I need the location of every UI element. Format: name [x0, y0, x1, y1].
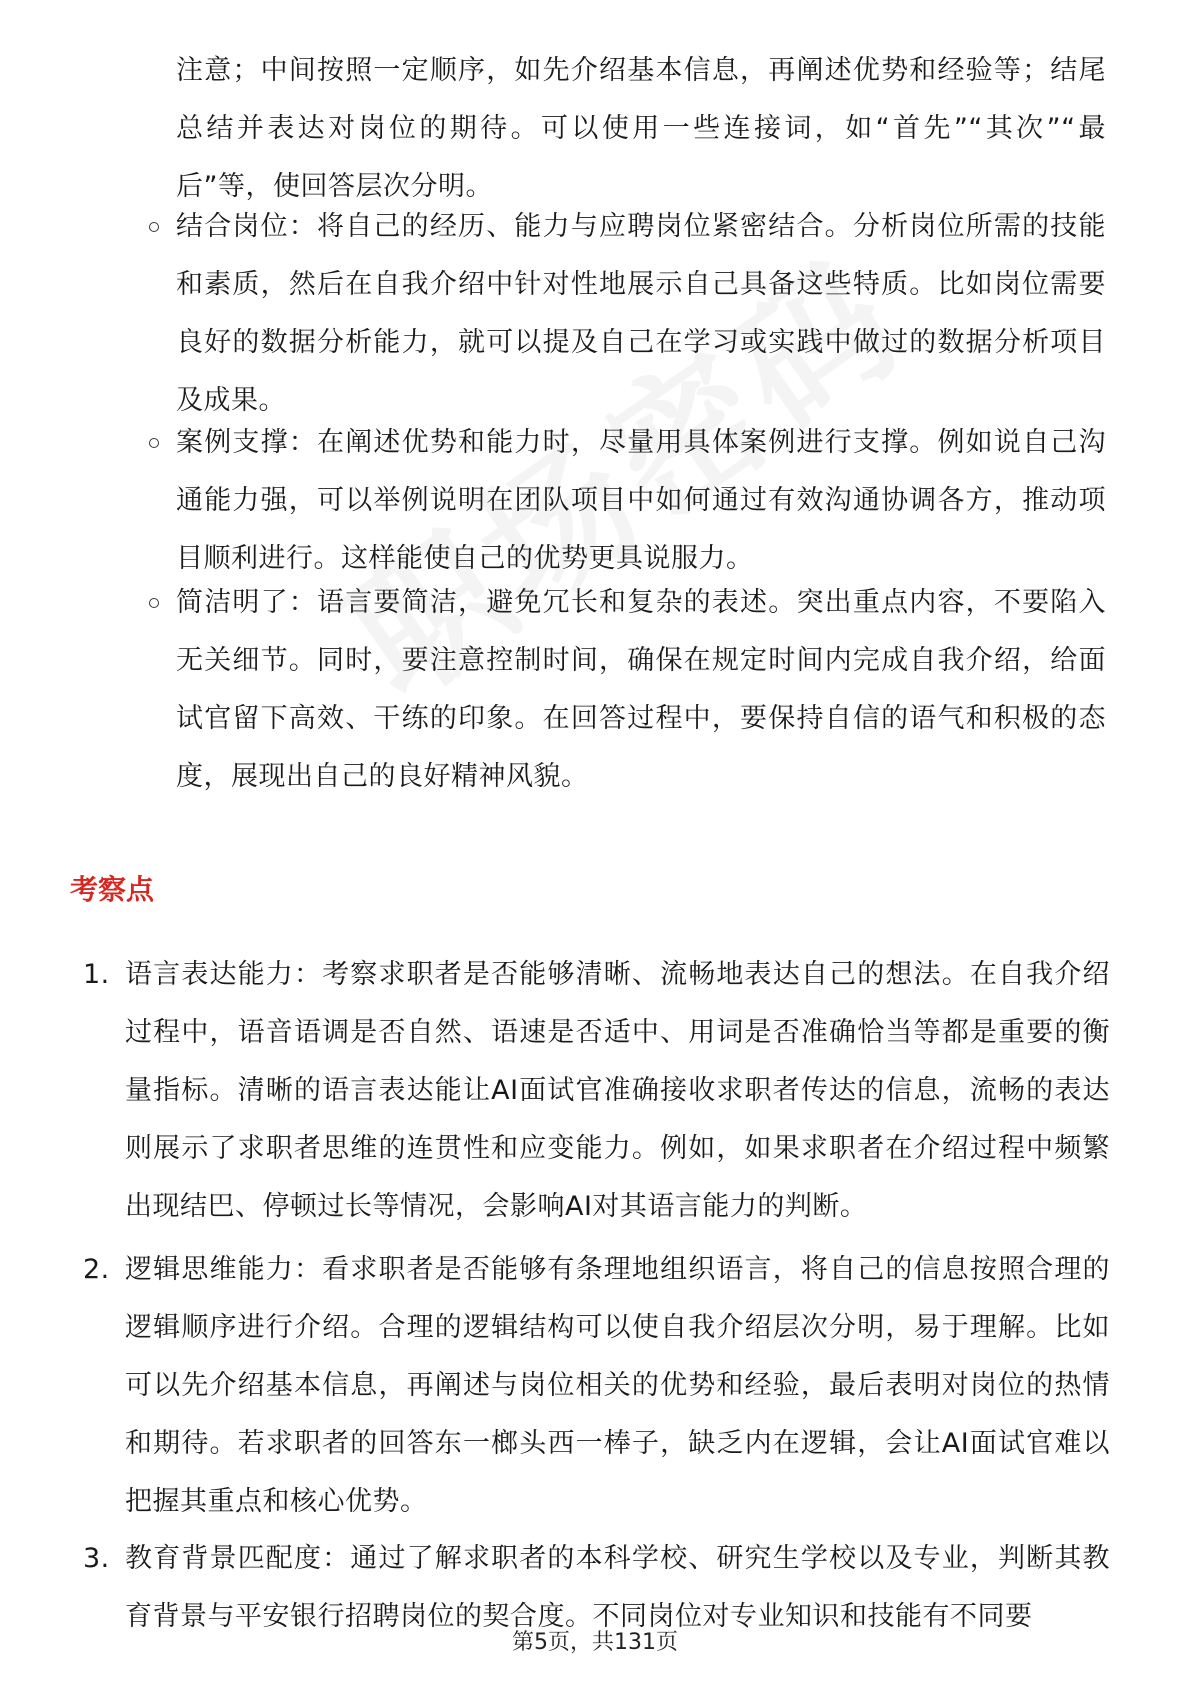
bullet-text: 结合岗位：将自己的经历、能力与应聘岗位紧密结合。分析岗位所需的技能和素质，然后在自我介绍中针对性地展示自己具备这些特质。比如岗位需要良好的数据分析能力，就可以提及自己在学习或实践中做过的数据分析项目及成果。 [176, 211, 1106, 416]
item-text: 逻辑思维能力：看求职者是否能够有条理地组织语言，将自己的信息按照合理的逻辑顺序进行介绍。合理的逻辑结构可以使自我介绍层次分明，易于理解。比如可以先介绍基本信息，再阐述与岗位相关的优势和经验，最后表明对岗位的热情和期待。若求职者的回答东一榔头西一棒子，缺乏内在逻辑，会让AI面试官难以把握其重点和核心优势。 [125, 1254, 1110, 1517]
page-footer: 第5页，共131页 [512, 1630, 678, 1655]
bullet-item [176, 414, 1106, 588]
bullet-text: 案例支撑：在阐述优势和能力时，尽量用具体案例进行支撑。例如说自己沟通能力强，可以举例说明在团队项目中如何通过有效沟通协调各方，推动项目顺利进行。这样能使自己的优势更具说服力。 [176, 427, 1106, 574]
intro-continuation: 注意；中间按照一定顺序，如先介绍基本信息，再阐述优势和经验等；结尾总结并表达对岗位的期待。可以使用一些连接词，如“首先”“其次”“最后”等，使回答层次分明。 [176, 55, 1106, 202]
bullet-circle-icon [149, 598, 159, 608]
section-heading: 考察点 [70, 873, 155, 906]
bullet-item [176, 198, 1106, 430]
item-number: 3. [83, 1543, 110, 1574]
bullet-circle-icon [149, 222, 159, 232]
item-text: 语言表达能力：考察求职者是否能够清晰、流畅地表达自己的想法。在自我介绍过程中，语音语调是否自然、语速是否适中、用词是否准确恰当等都是重要的衡量指标。清晰的语言表达能让AI面试官准确接收求职者传达的信息，流畅的表达则展示了求职者思维的连贯性和应变能力。例如，如果求职者在介绍过程中频繁出现结巴、停顿过长等情况，会影响AI对其语言能力的判断。 [125, 959, 1110, 1222]
item-text: 教育背景匹配度：通过了解求职者的本科学校、研究生学校以及专业，判断其教育背景与平安银行招聘岗位的契合度。不同岗位对专业知识和技能有不同要 [125, 1543, 1110, 1632]
item-number: 2. [83, 1254, 110, 1285]
numbered-item [83, 946, 1110, 1236]
item-number: 1. [83, 959, 110, 990]
bullet-text: 简洁明了：语言要简洁，避免冗长和复杂的表述。突出重点内容，不要陷入无关细节。同时，要注意控制时间，确保在规定时间内完成自我介绍，给面试官留下高效、干练的印象。在回答过程中，要保持自信的语气和积极的态度，展现出自己的良好精神风貌。 [176, 587, 1106, 792]
bullet-item [176, 574, 1106, 806]
bullet-circle-icon [149, 438, 159, 448]
numbered-item [83, 1241, 1110, 1531]
